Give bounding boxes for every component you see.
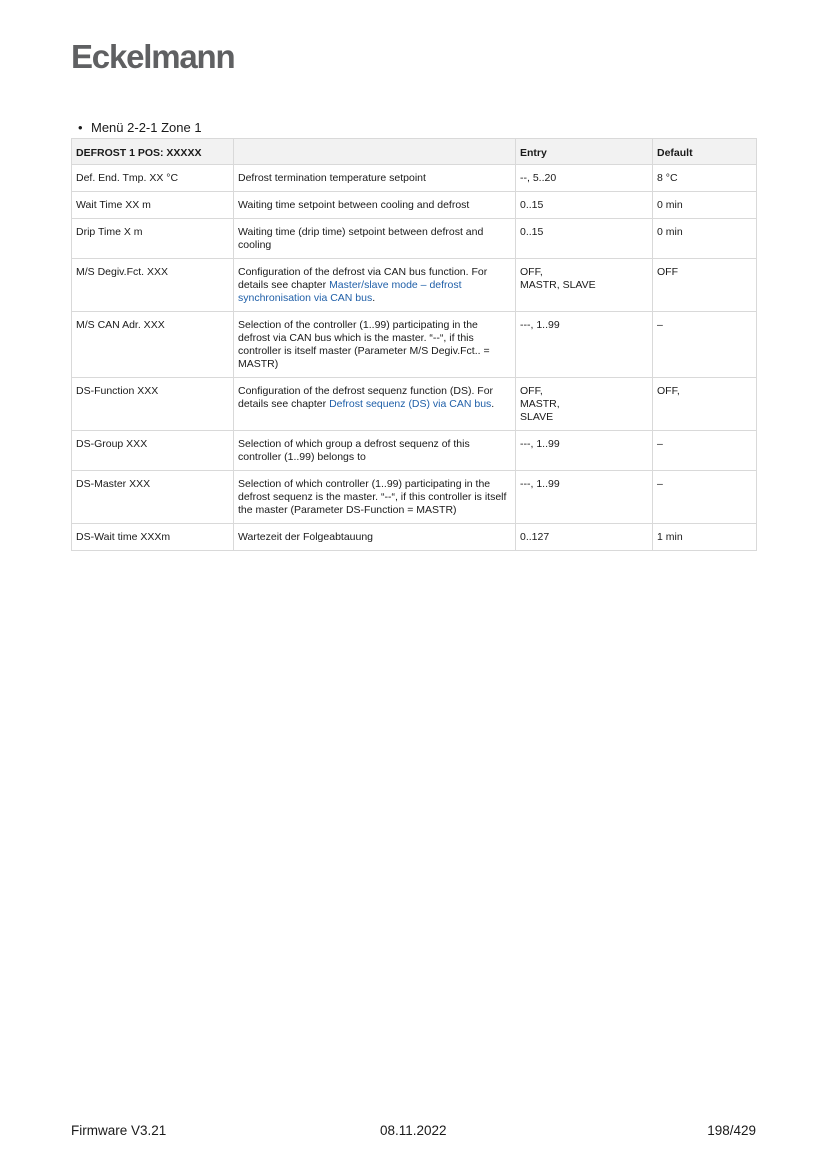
param-description: Selection of which group a defrost sequenz of this controller (1..99) belongs to (234, 431, 516, 471)
chapter-link-master-slave[interactable]: Master/slave mode – defrost synchronisation via CAN bus (238, 279, 462, 304)
footer-firmware: Firmware V3.21 (71, 1123, 167, 1138)
param-name: M/S Degiv.Fct. XXX (72, 259, 234, 312)
param-default: – (653, 431, 757, 471)
table-row (72, 165, 757, 192)
table-row (72, 524, 757, 551)
param-description (234, 378, 516, 431)
footer-page-number: 198/429 (707, 1123, 756, 1138)
param-description: Wartezeit der Folgeabtauung (234, 524, 516, 551)
param-default: OFF (653, 259, 757, 312)
param-name: DS-Master XXX (72, 471, 234, 524)
param-default: – (653, 471, 757, 524)
param-default: 8 °C (653, 165, 757, 192)
param-entry: 0..127 (516, 524, 653, 551)
param-name: Drip Time X m (72, 219, 234, 259)
footer-date: 08.11.2022 (380, 1123, 447, 1138)
param-default: 0 min (653, 219, 757, 259)
parameter-table (71, 138, 757, 551)
param-description: Waiting time (drip time) setpoint between defrost and cooling (234, 219, 516, 259)
param-entry: ---, 1..99 (516, 431, 653, 471)
param-name: M/S CAN Adr. XXX (72, 312, 234, 378)
header-default: Default (653, 139, 757, 165)
param-name: DS-Wait time XXXm (72, 524, 234, 551)
section-title: Menü 2-2-1 Zone 1 (91, 120, 202, 135)
param-default: 0 min (653, 192, 757, 219)
table-row (72, 471, 757, 524)
param-default: 1 min (653, 524, 757, 551)
param-entry: OFF, MASTR, SLAVE (516, 259, 653, 312)
description-suffix: . (372, 292, 376, 304)
param-description: Selection of the controller (1..99) participating in the defrost via CAN bus which is the master. “--“, if this controller is itself master (Parameter M/S Degiv.Fct.. = MASTR) (234, 312, 516, 378)
section-heading (78, 120, 202, 135)
param-entry: 0..15 (516, 219, 653, 259)
description-text: Configuration of the defrost sequenz function (DS). For details see chapter (238, 385, 494, 410)
company-logo: Eckelmann (71, 38, 235, 75)
param-entry: ---, 1..99 (516, 471, 653, 524)
table-header-row (72, 139, 757, 165)
table-row (72, 259, 757, 312)
param-description (234, 259, 516, 312)
param-name: Wait Time XX m (72, 192, 234, 219)
bullet-marker: • (78, 120, 83, 135)
param-description: Defrost termination temperature setpoint (234, 165, 516, 192)
param-entry: ---, 1..99 (516, 312, 653, 378)
param-default: – (653, 312, 757, 378)
table-row (72, 192, 757, 219)
description-text: Configuration of the defrost via CAN bus function. For details see chapter (238, 266, 488, 291)
param-entry: OFF, MASTR, SLAVE (516, 378, 653, 431)
header-description (234, 139, 516, 165)
param-default: OFF, (653, 378, 757, 431)
table-row (72, 312, 757, 378)
header-parameter: DEFROST 1 POS: XXXXX (72, 139, 234, 165)
param-entry: --, 5..20 (516, 165, 653, 192)
param-description: Selection of which controller (1..99) participating in the defrost sequenz is the master. “--“, if this controller is itself the master (Parameter DS-Function = MASTR) (234, 471, 516, 524)
table-row (72, 378, 757, 431)
param-name: DS-Function XXX (72, 378, 234, 431)
header-entry: Entry (516, 139, 653, 165)
param-entry: 0..15 (516, 192, 653, 219)
param-name: Def. End. Tmp. XX °C (72, 165, 234, 192)
description-suffix: . (491, 398, 495, 410)
table-row (72, 219, 757, 259)
chapter-link-defrost-sequenz[interactable]: Defrost sequenz (DS) via CAN bus (329, 398, 492, 410)
param-name: DS-Group XXX (72, 431, 234, 471)
table-row (72, 431, 757, 471)
param-description: Waiting time setpoint between cooling and defrost (234, 192, 516, 219)
